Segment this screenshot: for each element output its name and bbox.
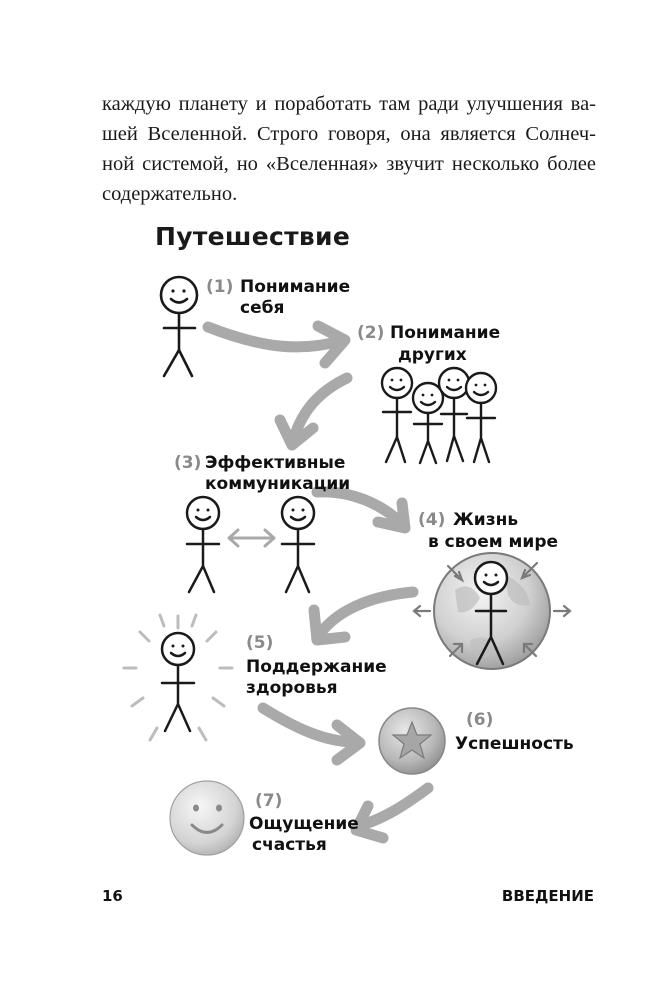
smiley-face-icon [170, 781, 244, 855]
step-number: (7) [255, 791, 283, 811]
communicating-figures-icon [187, 497, 314, 592]
page-number: 16 [102, 887, 123, 905]
step-number: (1) [206, 277, 234, 297]
step-number: (6) [466, 710, 494, 730]
arrow-4-to-5 [314, 592, 413, 640]
step-number: (5) [246, 633, 274, 653]
step-7-label [249, 791, 359, 855]
step-number: (4) [418, 510, 446, 530]
stick-figure-icon [162, 633, 194, 731]
arrow-1-to-2 [208, 326, 345, 363]
step-label-line: Жизнь [453, 510, 519, 530]
arrow-2-to-3 [280, 378, 347, 445]
step-label-line: в своем мире [428, 532, 559, 552]
step-label-line: других [398, 345, 467, 365]
double-arrow-icon [229, 530, 274, 546]
stick-figure-icon [161, 277, 197, 376]
section-title: ВВЕДЕНИЕ [501, 887, 594, 905]
paragraph-line: ной системой, но «Вселенная» звучит несколько более [102, 153, 596, 175]
step-label-line: здоровья [246, 678, 338, 698]
step-label-line: Эффективные [205, 453, 346, 473]
step-number: (3) [174, 453, 202, 473]
step-label-line: Поддержание [246, 657, 387, 677]
arrow-3-to-4 [317, 492, 405, 528]
step-label-line: счастья [252, 835, 327, 855]
step-number: (2) [357, 323, 385, 343]
step-label-line: себя [240, 298, 285, 318]
step-2-label [357, 323, 500, 365]
step-label-line: Успешность [455, 734, 574, 754]
step-label-line: Ощущение [249, 814, 359, 834]
diagram-title: Путешествие [155, 222, 351, 251]
star-coin-icon [379, 708, 445, 774]
group-figures-icon [382, 368, 496, 463]
paragraph-line: шей Вселенной. Строго говоря, она является Солнеч- [102, 123, 596, 145]
step-label-line: коммуникации [205, 474, 351, 494]
step-label-line: Понимание [390, 323, 501, 343]
step-3-label [174, 453, 350, 494]
arrow-6-to-7 [356, 788, 428, 838]
arrow-5-to-6 [263, 708, 360, 760]
step-6-label [455, 710, 574, 754]
paragraph-line: содержательно. [102, 183, 238, 205]
step-1-label [206, 277, 350, 318]
paragraph-line: каждую планету и поработать там ради улучшения ва- [102, 93, 596, 115]
step-4-label [418, 510, 558, 552]
step-label-line: Понимание [240, 277, 351, 297]
